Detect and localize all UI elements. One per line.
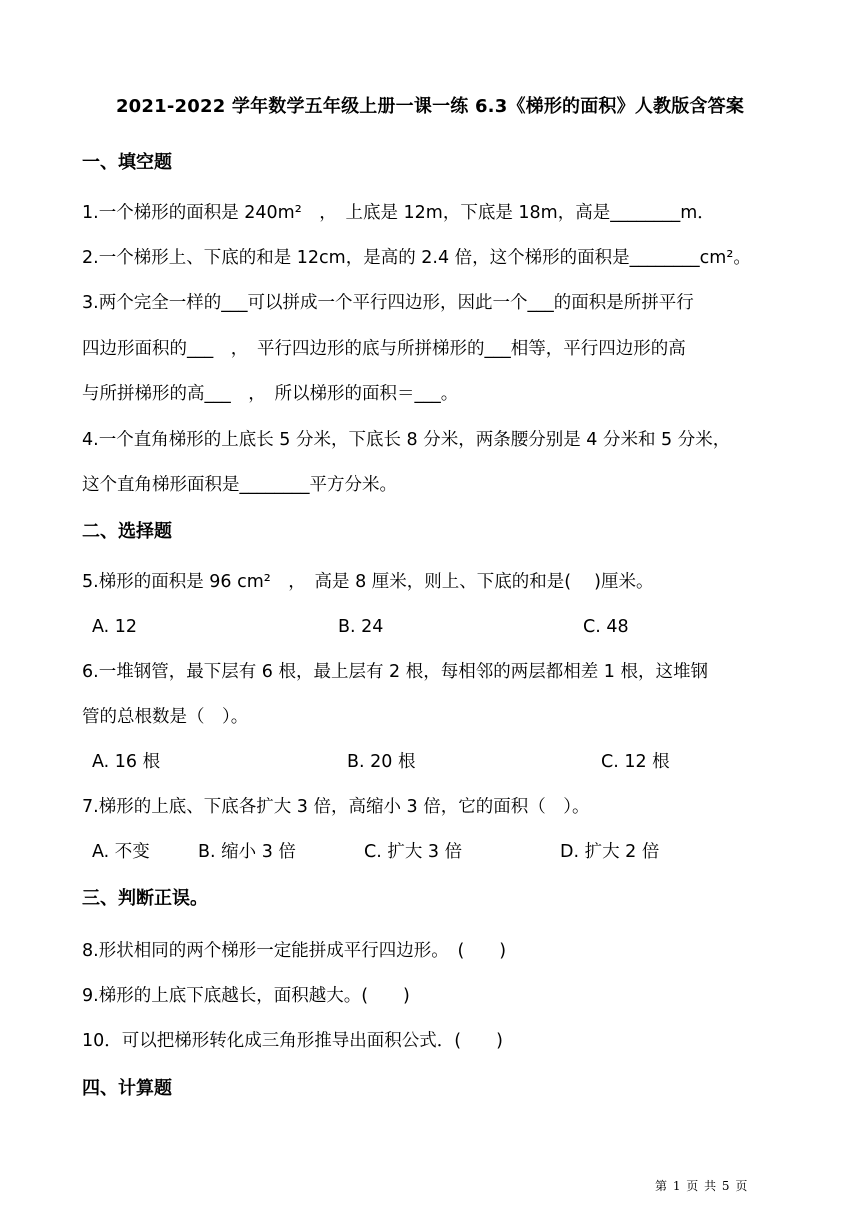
question-6-option-b: B. 20 根	[347, 752, 416, 772]
section-heading-multiple-choice: 二、选择题	[82, 521, 172, 542]
question-2: 2.一个梯形上、下底的和是 12cm，是高的 2.4 倍，这个梯形的面积是________cm²。	[82, 248, 751, 268]
section-heading-true-false: 三、判断正误。	[82, 888, 208, 909]
question-1: 1.一个梯形的面积是 240m² ， 上底是 12m，下底是 18m，高是________m．	[82, 203, 715, 223]
question-10: 10．可以把梯形转化成三角形推导出面积公式．( )	[82, 1031, 503, 1051]
section-heading-fill-in: 一、填空题	[82, 152, 172, 173]
question-6-option-c: C. 12 根	[601, 752, 670, 772]
question-5: 5.梯形的面积是 96 cm² ， 高是 8 厘米，则上、下底的和是( )厘米。	[82, 572, 654, 592]
section-heading-calculation: 四、计算题	[82, 1078, 172, 1099]
question-5-option-c: C. 48	[583, 617, 629, 637]
document-title: 2021-2022 学年数学五年级上册一课一练 6.3《梯形的面积》人教版含答案	[115, 96, 745, 117]
question-7: 7.梯形的上底、下底各扩大 3 倍，高缩小 3 倍，它的面积（ ）。	[82, 797, 590, 817]
question-7-option-a: A. 不变	[92, 842, 150, 862]
question-6-option-a: A. 16 根	[92, 752, 161, 772]
question-7-option-d: D. 扩大 2 倍	[560, 842, 660, 862]
question-6-line-1: 6.一堆钢管，最下层有 6 根，最上层有 2 根，每相邻的两层都相差 1 根，这堆钢	[82, 662, 708, 682]
question-7-option-c: C. 扩大 3 倍	[364, 842, 463, 862]
question-4-line-2: 这个直角梯形面积是________平方分米。	[82, 475, 397, 495]
question-8: 8.形状相同的两个梯形一定能拼成平行四边形。 ( )	[82, 941, 507, 961]
question-9: 9.梯形的上底下底越长，面积越大。( )	[82, 986, 410, 1006]
question-5-option-b: B. 24	[338, 617, 384, 637]
question-3-line-2: 四边形面积的___ ， 平行四边形的底与所拼梯形的___相等，平行四边形的高	[82, 339, 686, 359]
page-footer: 第 1 页 共 5 页	[655, 1179, 749, 1193]
question-3-line-3: 与所拼梯形的高___ ， 所以梯形的面积＝___。	[82, 384, 459, 404]
question-6-line-2: 管的总根数是（ ）。	[82, 707, 249, 727]
question-4-line-1: 4.一个直角梯形的上底长 5 分米，下底长 8 分米，两条腰分别是 4 分米和 5 分米，	[82, 430, 731, 450]
question-5-option-a: A. 12	[92, 617, 138, 637]
question-3-line-1: 3.两个完全一样的___可以拼成一个平行四边形，因此一个___的面积是所拼平行	[82, 293, 694, 313]
question-7-option-b: B. 缩小 3 倍	[198, 842, 296, 862]
